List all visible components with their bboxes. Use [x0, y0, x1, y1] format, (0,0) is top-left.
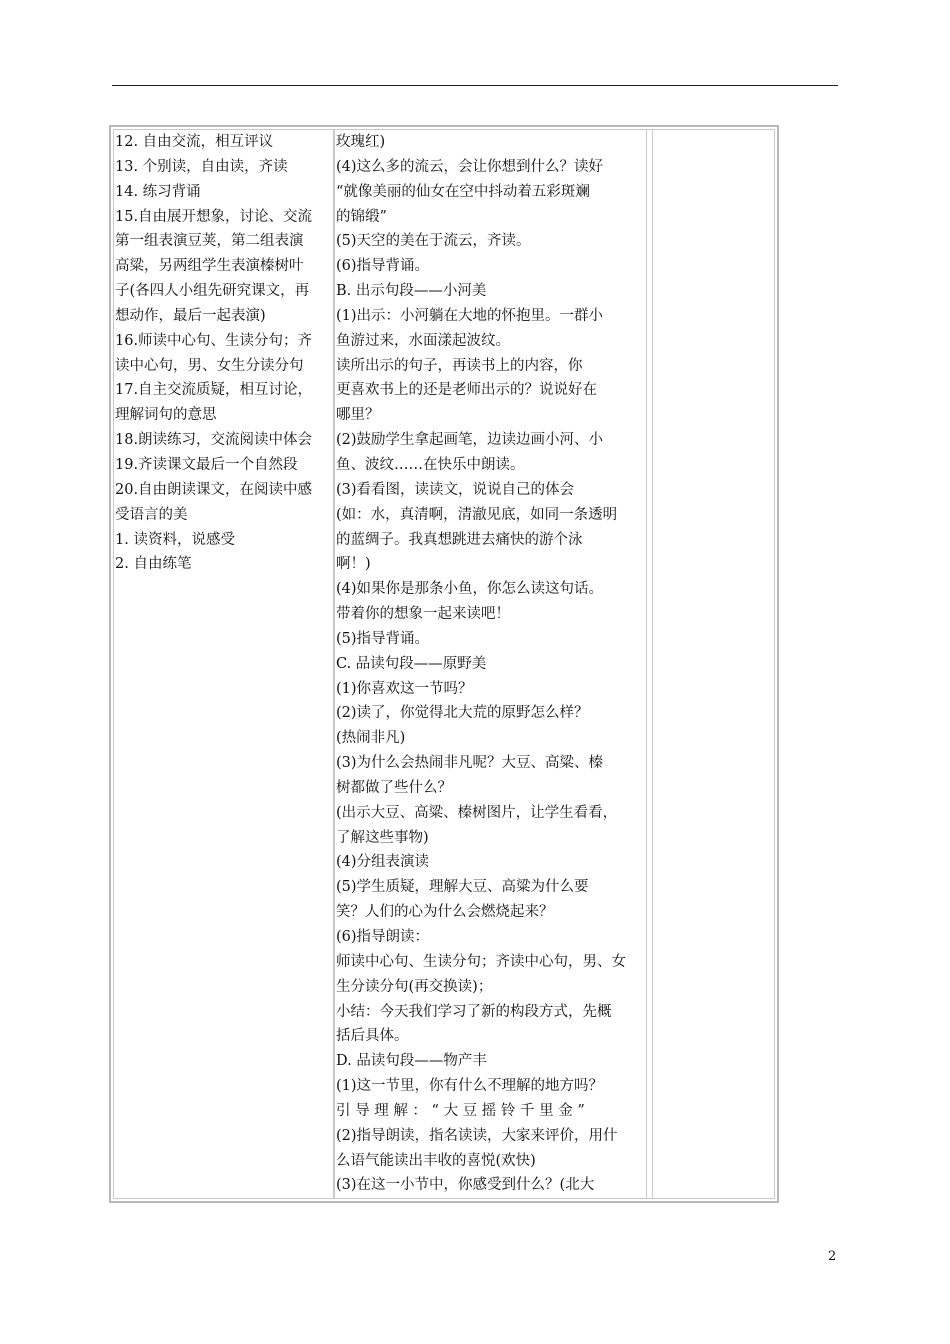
- text-line: “就像美丽的仙女在空中抖动着五彩斑斓: [336, 183, 590, 200]
- text-line: (出示大豆、高粱、榛树图片，让学生看看，: [336, 804, 618, 821]
- text-line: 14. 练习背诵: [115, 183, 201, 200]
- text-line: 鱼、波纹……在快乐中朗读。: [336, 456, 525, 473]
- section-heading: D. 品读句段——物产丰: [336, 1053, 487, 1070]
- text-line: (1)出示：小河躺在大地的怀抱里。一群小: [336, 307, 604, 324]
- table-column-notes: [652, 129, 775, 1199]
- text-line: 的锦缎”: [336, 208, 387, 225]
- text-line: 师读中心句、生读分句；齐读中心句，男、女: [336, 953, 626, 970]
- text-line: 鱼游过来，水面漾起波纹。: [336, 332, 510, 349]
- text-line: 20.自由朗读课文，在阅读中感: [115, 481, 313, 498]
- text-line: 么语气能读出丰收的喜悦(欢快): [336, 1152, 536, 1169]
- text-line: (2)指导朗读，指名读读，大家来评价，用什: [336, 1127, 618, 1144]
- text-line: 读所出示的句子，再读书上的内容，你: [336, 357, 583, 374]
- text-line: 1. 读资料，说感受: [115, 531, 235, 548]
- text-line: 第一组表演豆荚，第二组表演: [115, 233, 304, 250]
- section-heading: C. 品读句段——原野美: [336, 655, 487, 672]
- text-line: (2)读了，你觉得北大荒的原野怎么样？: [336, 705, 589, 722]
- text-line: (4)分组表演读: [336, 854, 430, 871]
- text-line: 12. 自由交流，相互评议: [115, 134, 274, 150]
- text-line: 理解词句的意思: [115, 407, 217, 424]
- text-line: 想动作，最后一起表演): [115, 307, 266, 324]
- page-number: 2: [828, 1249, 837, 1264]
- text-line: 带着你的想象一起来读吧！: [336, 606, 510, 623]
- text-line: 笑？人们的心为什么会燃烧起来？: [336, 904, 554, 921]
- text-line: (热闹非凡): [336, 730, 406, 747]
- text-line: 引 导 理 解 ： “ 大 豆 摇 铃 千 里 金 ”: [336, 1102, 585, 1119]
- middle-column-text: [336, 130, 626, 1198]
- text-line: (6)指导朗读：: [336, 929, 430, 945]
- text-line: (2)鼓励学生拿起画笔，边读边画小河、小: [336, 432, 604, 449]
- text-line: (1)你喜欢这一节吗？: [336, 680, 473, 697]
- text-line: 啊！): [336, 556, 371, 573]
- text-line: 受语言的美: [115, 506, 188, 523]
- section-heading: B. 出示句段——小河美: [336, 283, 487, 300]
- text-line: 18.朗读练习，交流阅读中体会: [115, 432, 313, 449]
- text-line: (如：水，真清啊，清澈见底，如同一条透明: [336, 506, 618, 523]
- text-line: 19.齐读课文最后一个自然段: [115, 456, 298, 473]
- text-line: 树都做了些什么？: [336, 779, 452, 796]
- text-line: (3)看看图，读读文，说说自己的体会: [336, 481, 575, 498]
- text-line: 17.自主交流质疑，相互讨论，: [115, 382, 313, 399]
- text-line: 括后具体。: [336, 1028, 409, 1045]
- left-column-text: [115, 130, 312, 577]
- text-line: 2. 自由练笔: [115, 556, 192, 573]
- text-line: (6)指导背诵。: [336, 258, 430, 275]
- text-line: (4)这么多的流云，会让你想到什么？读好: [336, 158, 604, 175]
- text-line: (4)如果你是那条小鱼，你怎么读这句话。: [336, 581, 604, 598]
- text-line: 了解这些事物): [336, 829, 429, 846]
- text-line: 16.师读中心句、生读分句；齐: [115, 332, 313, 349]
- text-line: 15.自由展开想象，讨论、交流: [115, 208, 313, 225]
- text-line: 更喜欢书上的还是老师出示的？说说好在: [336, 382, 597, 399]
- text-line: 读中心句，男、女生分读分句: [115, 357, 304, 374]
- text-line: 子(各四人小组先研究课文，再: [115, 283, 310, 300]
- text-line: (1)这一节里，你有什么不理解的地方吗？: [336, 1078, 604, 1095]
- text-line: 玫瑰红): [336, 134, 386, 150]
- text-line: 小结：今天我们学习了新的构段方式，先概: [336, 1003, 612, 1020]
- text-line: 的蓝绸子。我真想跳进去痛快的游个泳: [336, 531, 583, 548]
- text-line: (3)在这一小节中，你感受到什么？(北大: [336, 1177, 595, 1194]
- text-line: 哪里？: [336, 407, 380, 424]
- text-line: (3)为什么会热闹非凡呢？大豆、高粱、榛: [336, 755, 604, 772]
- text-line: 高粱，另两组学生表演榛树叶: [115, 258, 304, 275]
- header-rule: [112, 85, 838, 86]
- text-line: (5)指导背诵。: [336, 630, 430, 647]
- text-line: 生分读分句(再交换读)；: [336, 978, 493, 995]
- text-line: (5)天空的美在于流云，齐读。: [336, 233, 531, 250]
- text-line: (5)学生质疑，理解大豆、高粱为什么要: [336, 879, 589, 896]
- text-line: 13. 个别读，自由读，齐读: [115, 158, 288, 175]
